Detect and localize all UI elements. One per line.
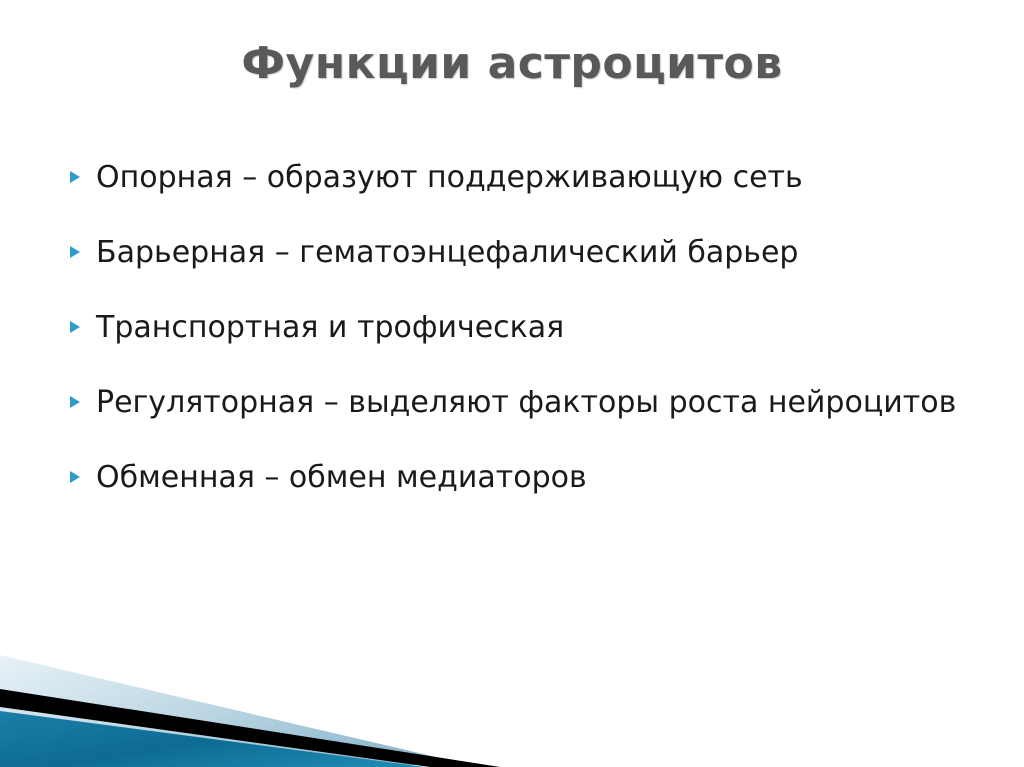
list-item-label: Регуляторная – выделяют факторы роста нейроцитов (96, 385, 957, 420)
triangle-bullet-icon (68, 458, 96, 484)
list-item-label: Опорная – образуют поддерживающую сеть (96, 160, 803, 195)
bullet-list (68, 158, 968, 533)
list-item-label: Обменная – обмен медиаторов (96, 460, 587, 495)
triangle-bullet-icon (68, 383, 96, 409)
triangle-bullet-icon (68, 158, 96, 184)
list-item-label: Барьерная – гематоэнцефалический барьер (96, 235, 799, 270)
list-item (68, 233, 968, 272)
decorative-corner-ribbon (0, 637, 520, 767)
list-item-label: Транспортная и трофическая (96, 310, 565, 345)
list-item (68, 158, 968, 197)
list-item (68, 308, 968, 347)
triangle-bullet-icon (68, 233, 96, 259)
list-item (68, 458, 968, 497)
page-title: Функции астроцитов (241, 38, 783, 89)
list-item (68, 383, 968, 422)
triangle-bullet-icon (68, 308, 96, 334)
